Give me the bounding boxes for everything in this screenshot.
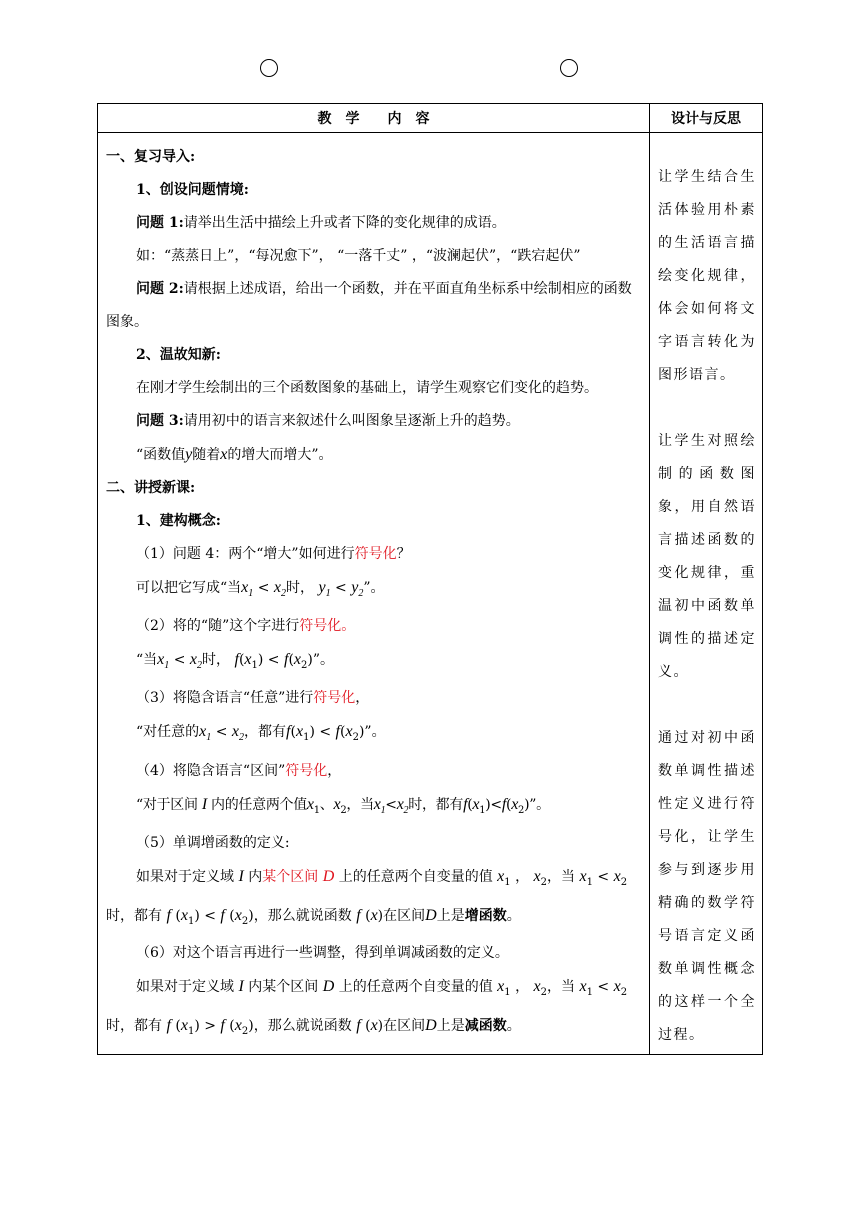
question-3: 问题 3:请用初中的语言来叙述什么叫图象呈逐渐上升的趋势。 [136,413,520,429]
header-content: 教 学 内 容 [98,104,650,133]
point-1-written: 可以把它写成“当$x_1 < x_2$时， $y_1 < y_2$”。 [136,579,385,600]
point-4: （4）将隐含语言“区间”符号化， [136,762,342,779]
question-1-examples: 如：“蒸蒸日上”，“每况愈下”， “一落千丈” ，“波澜起伏”，“跌宕起伏” [136,248,581,264]
point-2-written: “当$x_1 < x_2$时， $f(x_1) < f(x_2)$”。 [136,651,335,672]
definition-decreasing: 如果对于定义域 I 内某个区间 D 上的任意两个自变量的值 $x_1$ ， $x_2$，当 $x_1 < x_2$ 时，都有 f $(x_1) > f$ $(x_2)$，那么就说函数 f (x)在区间D上是减函数。 [106,978,628,1037]
reflection-cell [650,133,763,1055]
question-2: 问题 2:请根据上述成语，给出一个函数，并在平面直角坐标系中绘制相应的函数图象。 [106,281,632,330]
binding-hole-right [560,59,578,77]
subsection-review-old: 2、温故知新: [136,347,221,363]
reflection-note-1: 让学生结合生活体验用朴素的生活语言描绘变化规律，体会如何将文字语言转化为图形语言。 [658,169,756,383]
subsection-situation: 1、创设问题情境: [136,182,249,198]
reflection-note-2: 让学生对照绘制的函数图象，用自然语言描述函数的变化规律，重温初中函数单调性的描述定义。 [658,433,756,680]
note-gap [658,689,756,722]
point-2: （2）将的“随”这个字进行符号化。 [136,618,356,635]
point-3-written: “对任意的$x_1 < x_2$，都有$f(x_1) < f(x_2)$”。 [136,723,386,744]
subsection-concept: 1、建构概念: [136,513,221,529]
point-3: （3）将隐含语言“任意”进行符号化， [136,690,370,707]
content-cell [98,133,650,1055]
question-3-answer: “函数值y随着x的增大而增大”。 [136,446,333,463]
point-4-written: “对于区间 I 内的任意两个值$x_1$、$x_2$，当$x_1<x_2$时，都有$f(x_1)<f(x_2)$”。 [136,795,550,816]
section-new-lesson: 二、讲授新课: [106,480,196,496]
definition-increasing: 如果对于定义域 I 内某个区间 D 上的任意两个自变量的值 $x_1$ ， $x_2$，当 $x_1 < x_2$ 时，都有 f $(x_1) < f$ $(x_2)$，那么就说函数 f (x)在区间D上是增函数。 [106,867,628,927]
observe-text: 在刚才学生绘制出的三个函数图象的基础上，请学生观察它们变化的趋势。 [136,380,598,396]
point-1: （1）问题 4：两个“增大”如何进行符号化？ [136,546,411,562]
header-reflection: 设计与反思 [650,104,763,133]
table-body-row [98,133,763,1055]
reflection-note-3: 通过对初中函数单调性描述性定义进行符号化，让学生参与到逐步用精确的数学符号语言定义函数单调性概念的这样一个全过程。 [658,730,756,1043]
point-5: （5）单调增函数的定义: [136,834,290,851]
binding-hole-left [260,59,278,77]
table-header-row [98,104,763,133]
question-1: 问题 1:请举出生活中描绘上升或者下降的变化规律的成语。 [136,215,506,231]
note-gap [658,392,756,425]
section-review: 一、复习导入: [106,149,196,165]
point-6: （6）对这个语言再进行一些调整，得到单调减函数的定义。 [136,945,509,962]
lesson-plan-table [97,103,763,1055]
